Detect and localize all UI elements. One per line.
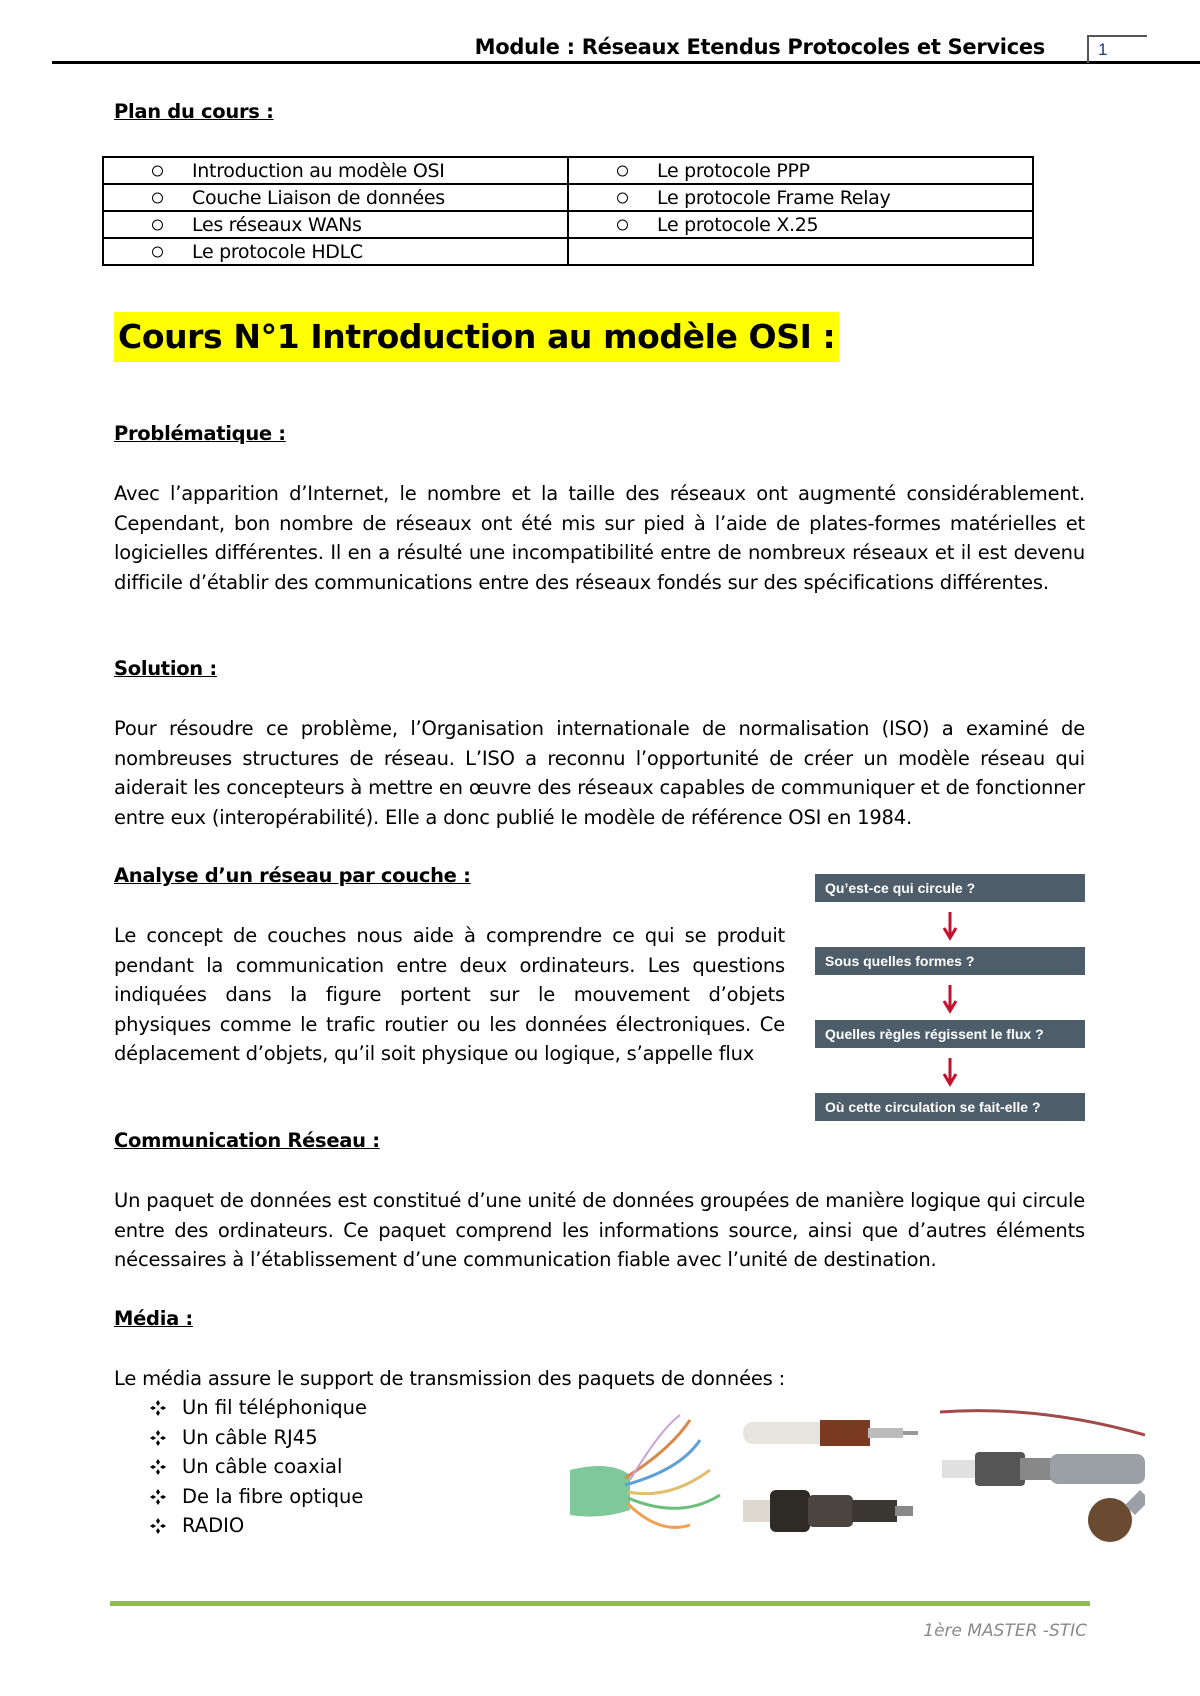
flow-question: Qu’est-ce qui circule ? xyxy=(815,874,1085,902)
solution-heading: Solution : xyxy=(114,657,217,680)
media-heading: Média : xyxy=(114,1307,193,1330)
plan-cell-empty xyxy=(568,238,1033,265)
four-diamond-bullet-icon xyxy=(150,1400,166,1416)
module-title: Module : Réseaux Etendus Protocoles et Services xyxy=(474,35,1045,59)
problematique-text: Avec l’apparition d’Internet, le nombre et la taille des réseaux ont augmenté considérablement. Cependant, bon nombre de réseaux ont été mis sur pied à l’aide de plates-formes matérielles et logicielles différentes. Il en a résulté une incompatibilité entre de nombreux réseaux et il est devenu difficile d’établir des communications entre des réseaux fondés sur des spécifications différentes. xyxy=(114,482,1085,594)
plan-cell xyxy=(568,157,1033,184)
down-arrow-icon xyxy=(942,1056,958,1088)
media-item: De la fibre optique xyxy=(182,1484,364,1508)
down-arrow-icon xyxy=(942,910,958,942)
plan-item: Le protocole HDLC xyxy=(192,240,363,263)
media-intro: Le média assure le support de transmission des paquets de données : xyxy=(114,1367,786,1390)
plan-heading: Plan du cours : xyxy=(114,100,274,123)
flow-question: Quelles règles régissent le flux ? xyxy=(815,1020,1085,1048)
plan-row xyxy=(103,157,1033,184)
plan-table xyxy=(102,156,1034,266)
plan-cell xyxy=(103,184,568,211)
list-item xyxy=(150,1423,367,1453)
analyse-heading: Analyse d’un réseau par couche : xyxy=(114,864,471,887)
circle-bullet-icon xyxy=(152,219,163,230)
course-title: Cours N°1 Introduction au modèle OSI : xyxy=(114,312,839,362)
circle-bullet-icon xyxy=(617,192,628,203)
media-item: Un fil téléphonique xyxy=(182,1396,367,1419)
plan-cell xyxy=(103,211,568,238)
plan-cell xyxy=(568,211,1033,238)
plan-item: Le protocole PPP xyxy=(657,159,810,182)
circle-bullet-icon xyxy=(152,165,163,176)
flow-diagram xyxy=(815,874,1085,1124)
media-item: RADIO xyxy=(182,1514,245,1537)
down-arrow-icon xyxy=(942,983,958,1015)
four-diamond-bullet-icon xyxy=(150,1430,166,1446)
footer-text: 1ère MASTER -STIC xyxy=(923,1621,1087,1641)
flow-question: Où cette circulation se fait-elle ? xyxy=(815,1093,1085,1121)
plan-item: Le protocole X.25 xyxy=(657,213,819,236)
circle-bullet-icon xyxy=(617,165,628,176)
list-item xyxy=(150,1452,367,1482)
page-number: 1 xyxy=(1098,40,1108,59)
plan-cell xyxy=(103,157,568,184)
communication-text: Un paquet de données est constitué d’une unité de données groupées de manière logique qui circule entre des ordinateurs. Ce paquet comprend les informations source, ainsi que d’autres éléments nécessaires à l’établissement d’une communication fiable avec l’unité de destination. xyxy=(114,1189,1085,1271)
plan-row xyxy=(103,238,1033,265)
footer-rule xyxy=(110,1601,1090,1606)
cable-photos xyxy=(570,1400,1145,1545)
plan-item: Les réseaux WANs xyxy=(192,213,362,236)
plan-item: Introduction au modèle OSI xyxy=(192,159,445,182)
plan-item: Le protocole Frame Relay xyxy=(657,186,891,209)
analyse-text: Le concept de couches nous aide à comprendre ce qui se produit pendant la communication entre deux ordinateurs. Les questions indiquées dans la figure portent sur le mouvement d’objets physiques comme le trafic routier ou les données électroniques. Ce déplacement d’objets, qu’il soit physique ou logique, s’appelle flux xyxy=(114,924,785,1065)
coaxial-cable-photo xyxy=(743,1405,923,1540)
list-item xyxy=(150,1511,367,1541)
media-item: Un câble RJ45 xyxy=(182,1425,318,1449)
plan-cell xyxy=(103,238,568,265)
four-diamond-bullet-icon xyxy=(150,1459,166,1475)
communication-heading: Communication Réseau : xyxy=(114,1129,380,1152)
page-number-box xyxy=(1087,35,1147,63)
media-list xyxy=(150,1393,367,1541)
list-item xyxy=(150,1393,367,1423)
media-item: Un câble coaxial xyxy=(182,1455,343,1478)
rj45-cable-photo xyxy=(570,1410,735,1540)
circle-bullet-icon xyxy=(152,192,163,203)
plan-item: Couche Liaison de données xyxy=(192,186,445,209)
problematique-heading: Problématique : xyxy=(114,422,286,445)
header-rule xyxy=(52,61,1200,64)
fiber-optic-cable-photo xyxy=(938,1405,1145,1542)
flow-question: Sous quelles formes ? xyxy=(815,947,1085,975)
four-diamond-bullet-icon xyxy=(150,1489,166,1505)
circle-bullet-icon xyxy=(617,219,628,230)
plan-row xyxy=(103,184,1033,211)
plan-row xyxy=(103,211,1033,238)
circle-bullet-icon xyxy=(152,246,163,257)
solution-text: Pour résoudre ce problème, l’Organisation internationale de normalisation (ISO) a examiné de nombreuses structures de réseau. L’ISO a reconnu l’opportunité de créer un modèle réseau qui aiderait les concepteurs à mettre en œuvre des réseaux capables de communiquer et de fonctionner entre eux (interopérabilité). Elle a donc publié le modèle de référence OSI en 1984. xyxy=(114,717,1085,829)
list-item xyxy=(150,1482,367,1512)
plan-cell xyxy=(568,184,1033,211)
four-diamond-bullet-icon xyxy=(150,1518,166,1534)
